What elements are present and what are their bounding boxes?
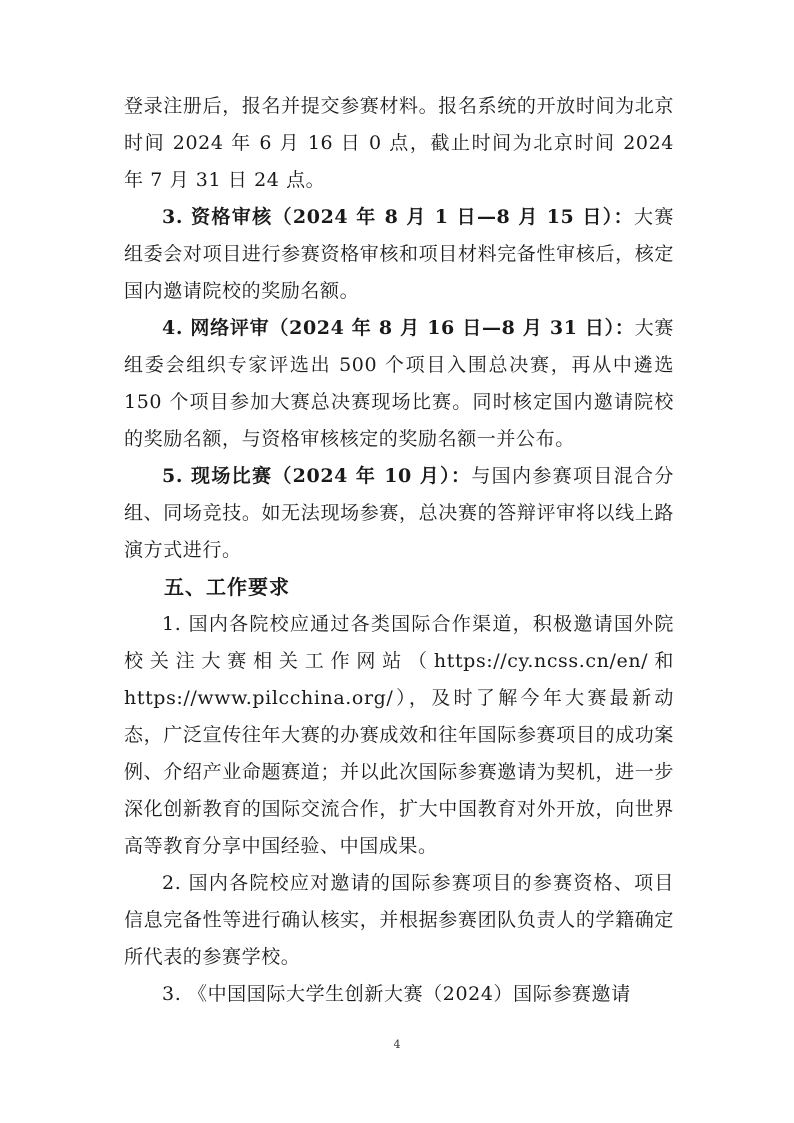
paragraph-qualification-review bbox=[124, 199, 674, 310]
paragraph-online-review bbox=[124, 310, 674, 458]
requirement-item: 3. 《中国国际大学生创新大赛（2024）国际参赛邀请 bbox=[162, 983, 631, 1005]
paragraph-text: 大赛组委会组织专家评选出 500 个项目入围总决赛，再从中遴选 150 个项目参加大赛总决赛现场比赛。同时核定国内邀请院校的奖励名额，与资格审核核定的奖励名额一并公布。 bbox=[124, 317, 674, 450]
paragraph-text: 大赛组委会对项目进行参赛资格审核和项目材料完备性审核后，核定国内邀请院校的奖励名额。 bbox=[124, 206, 674, 302]
paragraph-text: 登录注册后，报名并提交参赛材料。报名系统的开放时间为北京时间 2024 年 6 月 16 日 0 点，截止时间为北京时间 2024 年 7 月 31 日 24 点。 bbox=[124, 95, 674, 191]
paragraph-text: 与国内参赛项目混合分组、同场竞技。如无法现场参赛，总决赛的答辩评审将以线上路演方式进行。 bbox=[124, 465, 674, 561]
document-body bbox=[124, 88, 674, 1013]
paragraph-lead: 5. 现场比赛（2024 年 10 月）： bbox=[162, 465, 472, 487]
paragraph-lead: 4. 网络评审（2024 年 8 月 16 日—8 月 31 日）： bbox=[162, 317, 635, 339]
requirement-item: 2. 国内各院校应对邀请的国际参赛项目的参赛资格、项目信息完备性等进行确认核实，并根据参赛团队负责人的学籍确定所代表的参赛学校。 bbox=[124, 872, 674, 968]
section-heading: 五、工作要求 bbox=[164, 575, 290, 599]
paragraph-onsite-competition bbox=[124, 458, 674, 569]
requirement-item: 1. 国内各院校应通过各类国际合作渠道，积极邀请国外院校关注大赛相关工作网站（https://cy.ncss.cn/en/和 https://www.pilcchina.org/），及时了解今年大赛最新动态，广泛宣传往年大赛的办赛成效和往年国际参赛项目的成功案例、介绍产业命题赛道；并以此次国际参赛邀请为契机，进一步深化创新教育的国际交流合作，扩大中国教育对外开放，向世界高等教育分享中国经验、中国成果。 bbox=[124, 613, 674, 857]
paragraph-lead: 3. 资格审核（2024 年 8 月 1 日—8 月 15 日）： bbox=[162, 206, 635, 228]
paragraph-registration bbox=[124, 88, 674, 199]
page-number: 4 bbox=[393, 1038, 401, 1051]
